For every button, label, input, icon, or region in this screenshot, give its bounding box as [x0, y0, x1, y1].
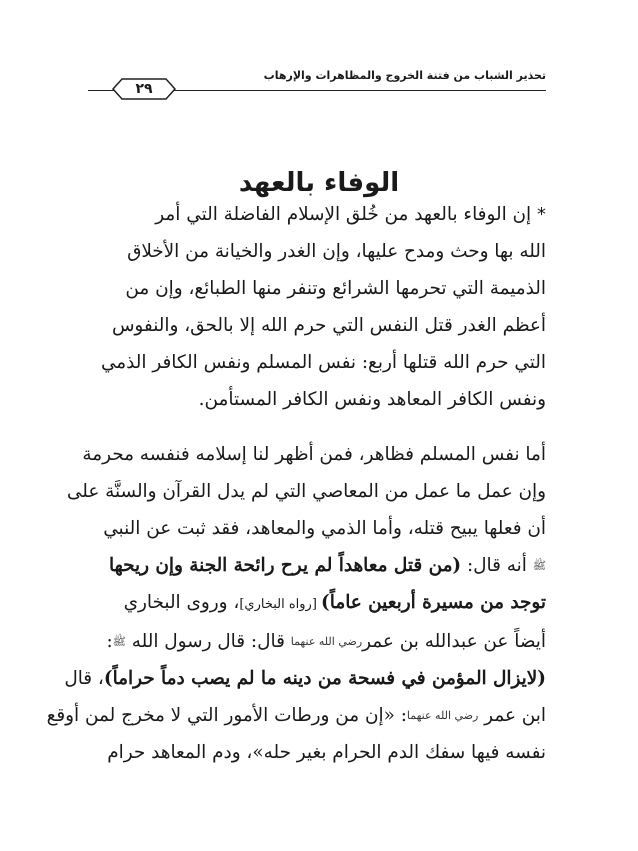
- text-line: [64, 660, 546, 697]
- honorific-glyph: ﷺ: [532, 559, 546, 572]
- text-line: [92, 623, 546, 660]
- text-line: الله بها وحث ومدح عليها، وإن الغدر والخيانة من الأخلاق: [127, 241, 546, 262]
- text-run: أنه قال:: [461, 555, 533, 576]
- text-line: ونفس الكافر المعاهد ونفس الكافر المستأمن.: [198, 389, 546, 410]
- honorific-glyph: ﷺ: [112, 635, 126, 648]
- text-line: التي حرم الله قتلها أربع: نفس المسلم ونفس الكافر الذمي: [100, 352, 546, 373]
- text-run: أيضاً عن عبدالله بن عمر: [362, 631, 546, 652]
- text-line: نفسه فيها سفك الدم الحرام بغير حله»، ودم المعاهد حرام: [107, 742, 546, 763]
- paragraph-1: [92, 196, 546, 418]
- text-run: قال: قال رسول الله: [125, 631, 291, 652]
- text-run: إن الوفاء بالعهد من خُلق الإسلام الفاضلة التي أمر: [155, 204, 532, 225]
- text-run: :: [106, 631, 113, 652]
- text-line: [92, 547, 546, 584]
- text-line: أن فعلها يبيح قتله، وأما الذمي والمعاهد، فقد ثبت عن النبي: [103, 518, 546, 539]
- paragraph-2: [46, 436, 546, 771]
- text-run: ابن عمر: [478, 705, 546, 726]
- bullet-asterisk: *: [537, 204, 546, 225]
- hadith-quote: توجد من مسيرة أربعين عاماً): [321, 592, 546, 613]
- text-line: أما نفس المسلم فظاهر، فمن أظهر لنا إسلامه فنفسه محرمة: [82, 444, 546, 465]
- citation-note: [رواه البخاري]: [239, 597, 322, 612]
- section-heading: الوفاء بالعهد: [238, 168, 400, 199]
- text-run: ، وروى البخاري: [123, 592, 240, 613]
- text-run: ، قال: [64, 668, 104, 689]
- page-number-badge: [112, 77, 176, 101]
- hadith-quote: (من قتل معاهداً لم يرح رائحة الجنة وإن ريحها: [109, 555, 462, 576]
- honorific-glyph: رضي الله عنهما: [406, 709, 479, 722]
- honorific-glyph: رضي الله عنهما: [290, 635, 363, 648]
- text-line: الذميمة التي تحرمها الشرائع وتنفر منها الطبائع، وإن من: [125, 278, 546, 299]
- text-line: وإن عمل ما عمل من المعاصي التي لم يدل القرآن والسنَّة على: [66, 481, 546, 502]
- text-line: [92, 196, 546, 233]
- text-line: أعظم الغدر قتل النفس التي حرم الله إلا بالحق، والنفوس: [111, 315, 546, 336]
- text-line: [92, 584, 546, 623]
- text-line: [46, 697, 546, 734]
- running-title: تحذير الشباب من فتنة الخروج والمظاهرات والإرهاب: [263, 69, 546, 82]
- hadith-quote: (لايزال المؤمن في فسحة من دينه ما لم يصب دماً حراماً): [103, 668, 546, 689]
- text-run: : «إن من ورطات الأمور التي لا مخرج لمن أوقع: [46, 705, 407, 726]
- page-number: ٢٩: [135, 81, 153, 97]
